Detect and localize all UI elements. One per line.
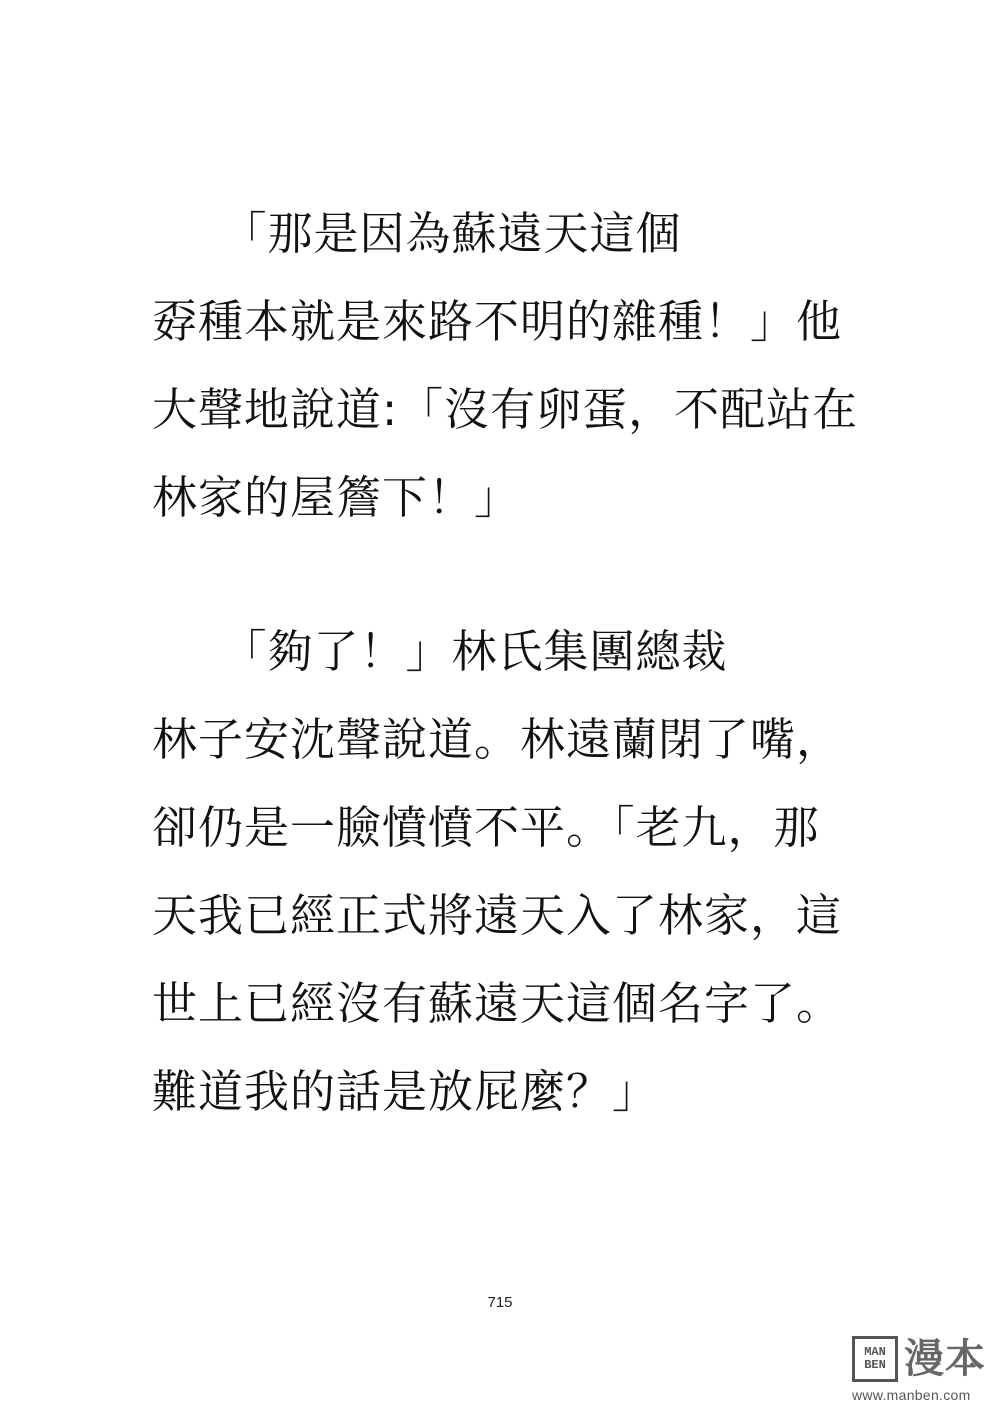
page-number: 715 xyxy=(487,1294,513,1311)
site-watermark xyxy=(852,1336,990,1408)
watermark-url: www.manben.com xyxy=(852,1387,971,1403)
watermark-logo-text-bottom: BEN xyxy=(864,1358,886,1372)
text-line: 大聲地說道:「沒有卵蛋，不配站在 xyxy=(152,383,859,436)
text-line: 林子安沈聲說道。林遠蘭閉了嘴， xyxy=(152,713,843,766)
text-line: 世上已經沒有蘇遠天這個名字了。 xyxy=(152,977,843,1030)
text-line: 卻仍是一臉憤憤不平。「老九，那 xyxy=(152,801,820,854)
watermark-brand: 漫本 xyxy=(904,1336,986,1382)
text-line: 難道我的話是放屁麼？」 xyxy=(152,1065,659,1118)
watermark-logo-text-top: MAN xyxy=(864,1345,886,1359)
text-line: 「夠了！」林氏集團總裁 xyxy=(152,625,728,678)
text-line: 林家的屋簷下！」 xyxy=(152,471,521,524)
text-line: 天我已經正式將遠天入了林家，這 xyxy=(152,889,843,942)
text-line: 「那是因為蘇遠天這個 xyxy=(152,207,682,260)
watermark-logo-icon xyxy=(852,1336,898,1382)
text-line: 孬種本就是來路不明的雜種！」他 xyxy=(152,295,843,348)
